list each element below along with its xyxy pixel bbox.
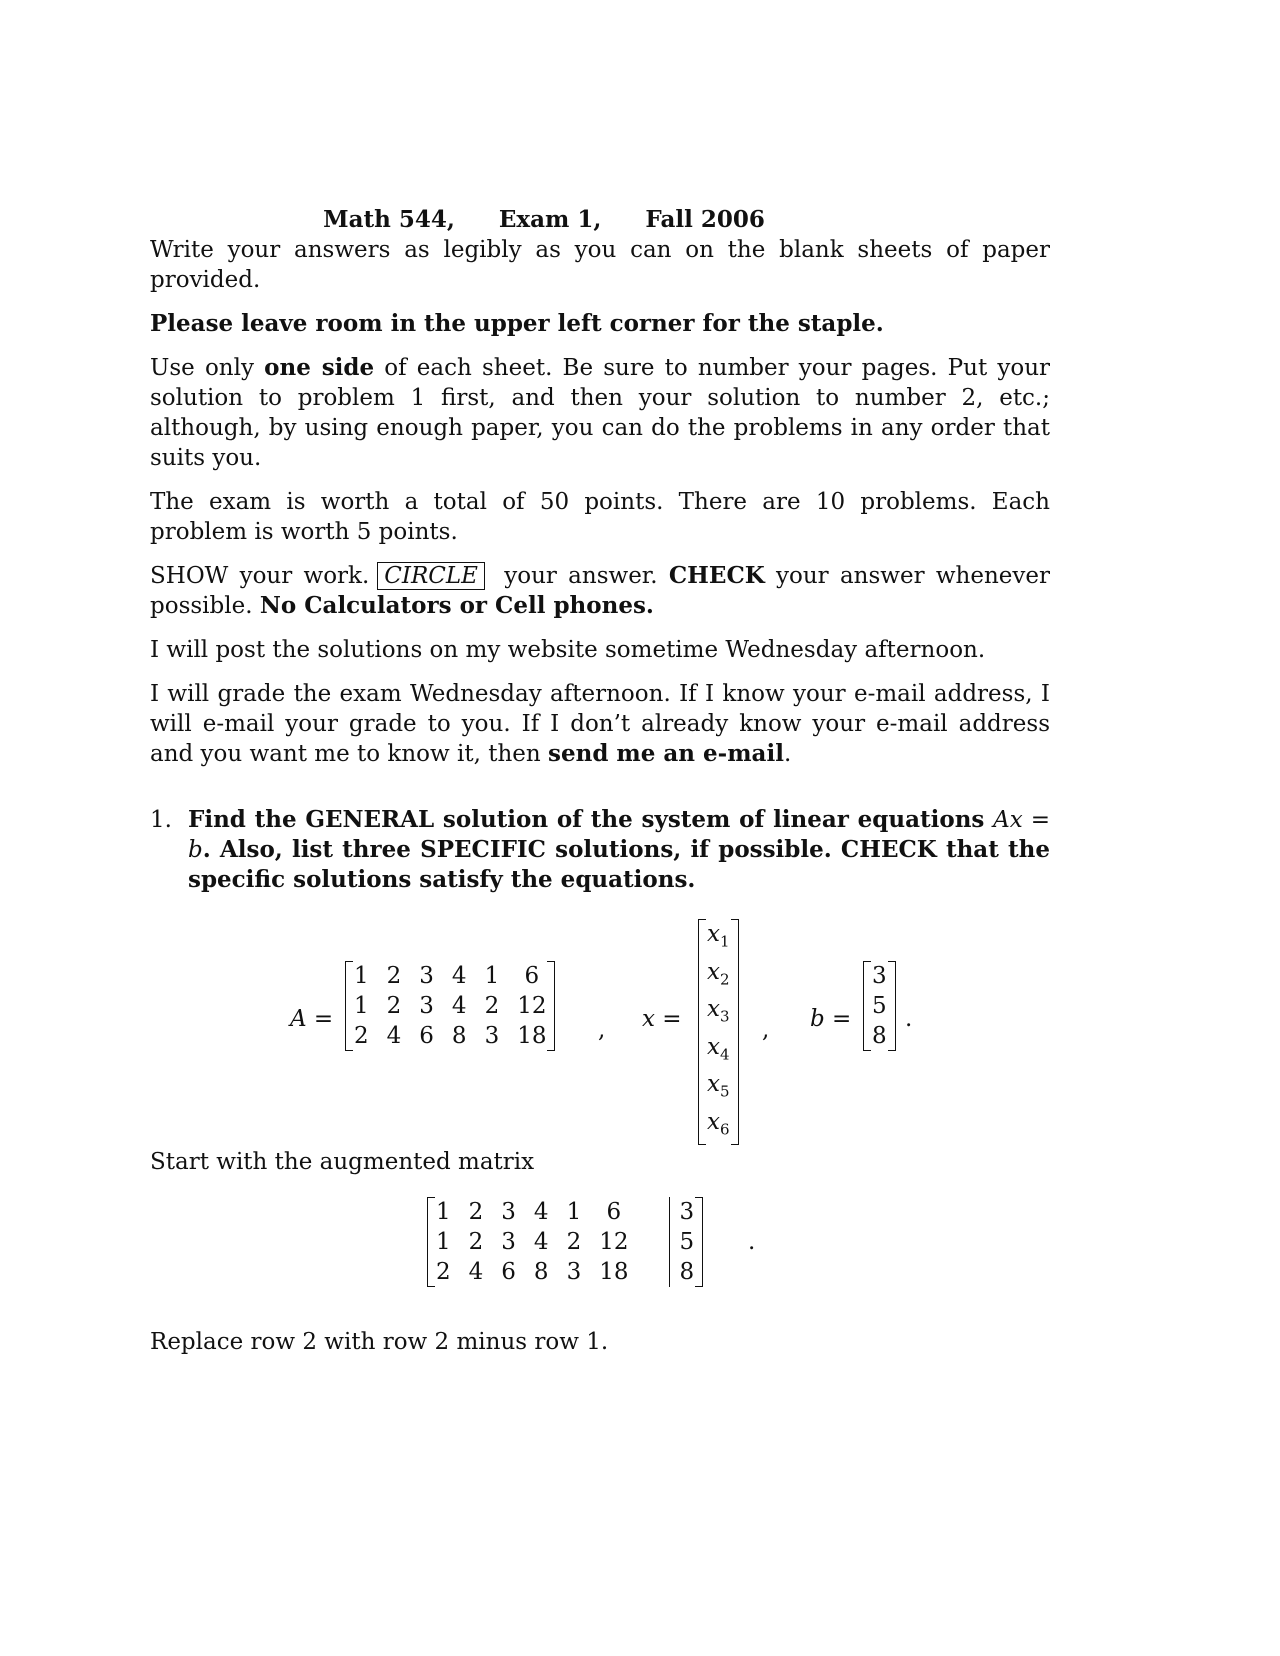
label-x: x = <box>642 1006 682 1032</box>
augmented-rhs-cell: 8 <box>670 1257 703 1287</box>
vector-x-entry: $x_6$ <box>707 1108 730 1139</box>
matrix-a-cell: 4 <box>451 993 467 1019</box>
vector-b-entry: 8 <box>872 1023 887 1049</box>
augmented-cell: 2 <box>468 1199 484 1225</box>
augmented-cell: 4 <box>468 1259 484 1285</box>
matrix-a-cell: 2 <box>484 993 500 1019</box>
matrix-a-cell: 2 <box>354 1023 369 1049</box>
start-augmented-text: Start with the augmented matrix <box>150 1149 535 1175</box>
vector-b <box>863 961 896 1051</box>
augmented-cell: 1 <box>436 1199 451 1225</box>
exam-page <box>150 205 1050 1371</box>
matrix-a-cell: 4 <box>386 1023 402 1049</box>
augmented-cell: 3 <box>501 1229 516 1255</box>
vector-x-entry: $x_4$ <box>707 1033 730 1064</box>
matrix-a-cell: 2 <box>386 993 402 1019</box>
vector-x-entry: $x_1$ <box>707 921 730 951</box>
augmented-gap <box>637 1227 670 1257</box>
augmented-cell: 18 <box>599 1259 629 1285</box>
circle-box: CIRCLE <box>377 562 485 590</box>
vector-x-entry: $x_3$ <box>707 996 730 1026</box>
augmented-gap <box>637 1257 670 1287</box>
exam-name: Exam 1, <box>498 206 602 233</box>
matrix-a-cell: 2 <box>386 963 402 989</box>
matrix-a-cell: 3 <box>419 963 434 989</box>
augmented-cell: 3 <box>566 1259 582 1285</box>
comma-1: , <box>598 1017 606 1043</box>
augmented-gap <box>637 1197 670 1227</box>
replace-row-text: Replace row 2 with row 2 minus row 1. <box>150 1329 609 1355</box>
augmented-cell: 1 <box>566 1199 582 1225</box>
augmented-cell: 2 <box>436 1259 451 1285</box>
matrix-a-cell: 1 <box>354 993 369 1019</box>
augmented-cell: 6 <box>606 1199 622 1225</box>
exam-title <box>94 205 994 235</box>
matrix-a-cell: 18 <box>517 1023 547 1049</box>
matrix-a-cell: 6 <box>419 1023 434 1049</box>
period-2: . <box>748 1229 756 1255</box>
matrix-a-cell: 4 <box>451 963 467 989</box>
matrix-a-cell: 6 <box>524 963 540 989</box>
instruction-one-side: Use only one side of each sheet. Be sure to number your pages. Put your solution to problem 1 first, and then your solution to number 2, etc.; although, by using enough paper, you can do the problems in any order that suits you. <box>150 354 1050 471</box>
vector-b-entry: 3 <box>872 963 887 989</box>
augmented-cell: 3 <box>501 1199 516 1225</box>
instruction-show-work: SHOW your work. CIRCLE your answer. CHECK your answer whenever possible. No Calculators or Cell phones. <box>150 562 1050 619</box>
augmented-cell: 8 <box>533 1259 549 1285</box>
augmented-cell: 4 <box>533 1199 549 1225</box>
augmented-cell: 12 <box>599 1229 629 1255</box>
matrix-a-cell: 12 <box>517 993 547 1019</box>
augmented-cell: 4 <box>533 1229 549 1255</box>
period-1: . <box>905 1006 913 1032</box>
vector-x-entry: $x_5$ <box>707 1071 730 1101</box>
comma-2: , <box>762 1017 770 1043</box>
augmented-matrix <box>427 1197 703 1287</box>
instruction-points: The exam is worth a total of 50 points. There are 10 problems. Each problem is worth 5 points. <box>150 489 1050 545</box>
instruction-solutions: I will post the solutions on my website sometime Wednesday afternoon. <box>150 637 986 663</box>
instruction-legibly: Write your answers as legibly as you can on the blank sheets of paper provided. <box>150 237 1050 293</box>
augmented-cell: 2 <box>468 1229 484 1255</box>
matrix-a-cell: 8 <box>451 1023 467 1049</box>
augmented-rhs-cell: 5 <box>670 1227 703 1257</box>
augmented-cell: 6 <box>501 1259 516 1285</box>
augmented-cell: 1 <box>436 1229 451 1255</box>
matrix-a-cell: 3 <box>484 1023 500 1049</box>
equation-row <box>150 921 1050 1139</box>
problem-statement: Find the GENERAL solution of the system of linear equations Ax = b. Also, list three SPECIFIC solutions, if possible. CHECK that the specific solutions satisfy the equations. <box>188 806 1051 893</box>
instruction-staple: Please leave room in the upper left corner for the staple. <box>150 310 884 337</box>
augmented-row <box>150 1197 1050 1307</box>
problem-number: 1. <box>150 807 172 833</box>
label-b: b = <box>810 1006 852 1032</box>
augmented-cell: 2 <box>566 1229 582 1255</box>
augmented-rhs-cell: 3 <box>670 1197 703 1227</box>
matrix-A <box>345 961 555 1051</box>
instruction-grade: I will grade the exam Wednesday afternoon. If I know your e-mail address, I will e-mail your grade to you. If I don’t already know your e-mail address and you want me to know it, then send me an e-mail. <box>150 681 1050 767</box>
vector-x-entry: $x_2$ <box>707 958 730 989</box>
label-A: A = <box>290 1006 334 1032</box>
problem-1 <box>150 805 1050 895</box>
vector-b-entry: 5 <box>872 993 887 1019</box>
exam-term: Fall 2006 <box>645 206 765 233</box>
matrix-a-cell: 1 <box>484 963 500 989</box>
course-name: Math 544, <box>323 206 455 233</box>
matrix-a-cell: 3 <box>419 993 434 1019</box>
vector-x <box>698 919 739 1145</box>
matrix-a-cell: 1 <box>354 963 369 989</box>
